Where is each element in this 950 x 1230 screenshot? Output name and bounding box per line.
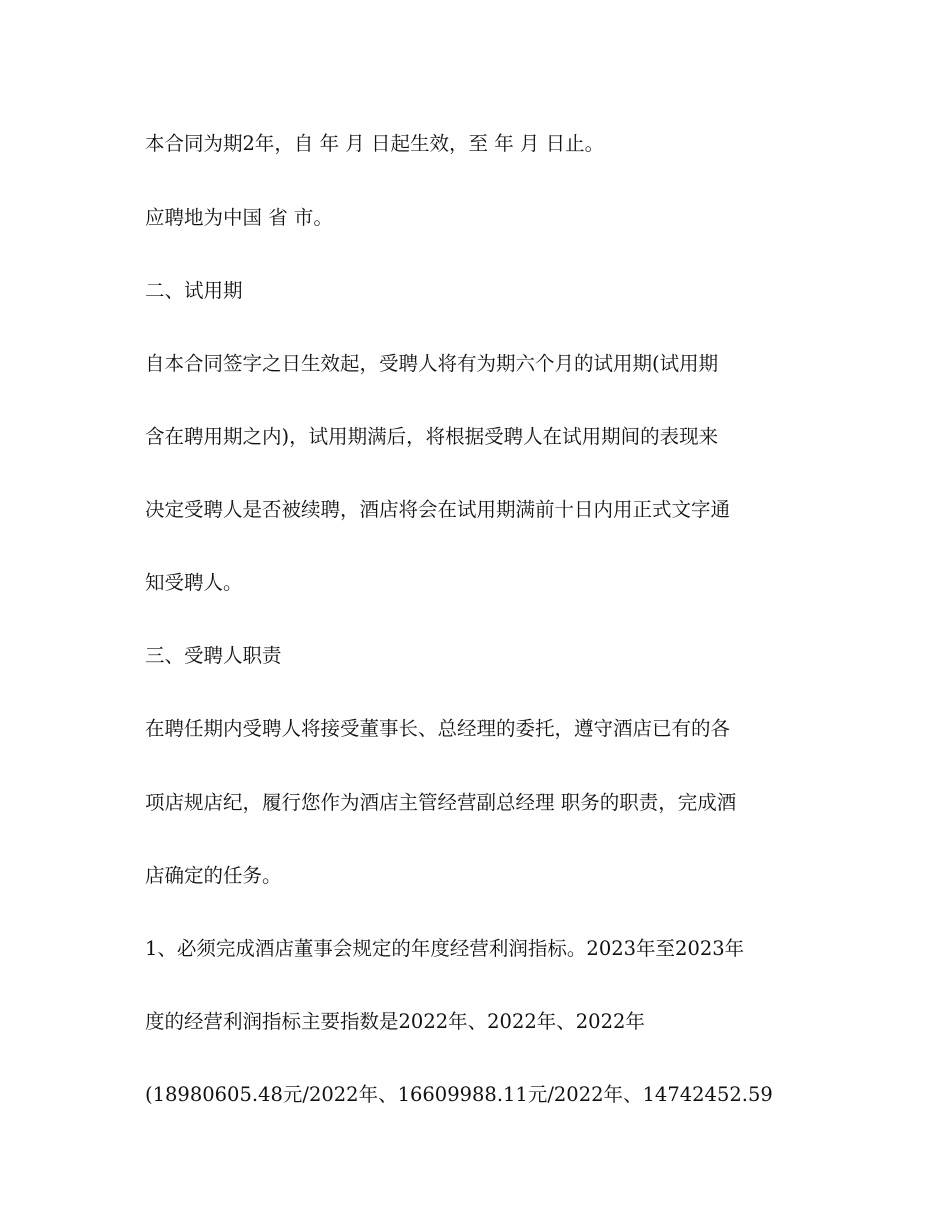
list-item-line: (18980605.48元/2022年、16609988.11元/2022年、14742452.59	[145, 1083, 773, 1106]
paragraph-line: 在聘任期内受聘人将接受董事长、总经理的委托，遵守酒店已有的各	[145, 717, 731, 740]
paragraph-line: 决定受聘人是否被续聘，酒店将会在试用期满前十日内用正式文字通	[145, 498, 731, 521]
paragraph-line: 店确定的任务。	[145, 864, 282, 887]
paragraph-line: 知受聘人。	[145, 571, 243, 594]
paragraph-line: 自本合同签字之日生效起，受聘人将有为期六个月的试用期(试用期	[145, 352, 719, 375]
paragraph-line: 项店规店纪，履行您作为酒店主管经营副总经理 职务的职责，完成酒	[145, 791, 737, 814]
section-heading-duties: 三、受聘人职责	[145, 644, 282, 667]
term-clause-line: 本合同为期2年，自 年 月 日起生效，至 年 月 日止。	[145, 132, 605, 155]
list-item-line: 度的经营利润指标主要指数是2022年、2022年、2022年	[145, 1010, 645, 1033]
section-heading-probation: 二、试用期	[145, 279, 243, 302]
list-item-line: 1、必须完成酒店董事会规定的年度经营利润指标。2023年至2023年	[145, 937, 745, 960]
paragraph-line: 含在聘用期之内)，试用期满后，将根据受聘人在试用期间的表现来	[145, 425, 719, 448]
location-clause-line: 应聘地为中国 省 市。	[145, 206, 333, 229]
